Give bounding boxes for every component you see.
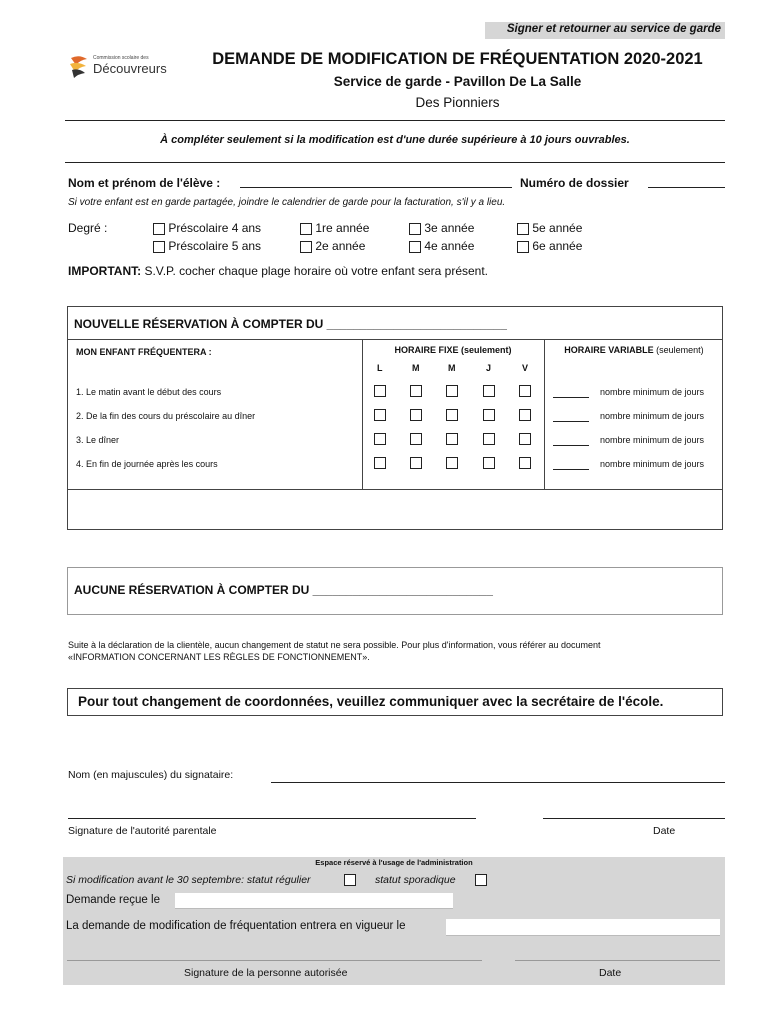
checkbox[interactable] <box>483 433 495 445</box>
admin-date-line[interactable] <box>515 960 720 961</box>
checkbox[interactable] <box>446 433 458 445</box>
sporadic-status-checkbox[interactable] <box>475 874 487 886</box>
admin-date-label: Date <box>599 967 622 979</box>
effective-date-field[interactable] <box>446 919 720 936</box>
column-child: MON ENFANT FRÉQUENTERA : <box>76 347 212 357</box>
checkbox[interactable] <box>483 385 495 397</box>
checkbox[interactable] <box>517 241 529 253</box>
form-title: DEMANDE DE MODIFICATION DE FRÉQUENTATION 2020-2021 <box>212 50 703 68</box>
file-number-field[interactable] <box>648 187 725 188</box>
grade-option-label: 3e année <box>424 221 475 235</box>
grade-option-label: Préscolaire 4 ans <box>168 221 262 235</box>
grade-option-label: Préscolaire 5 ans <box>168 239 262 253</box>
checkbox[interactable] <box>519 409 531 421</box>
checkbox[interactable] <box>153 241 165 253</box>
grade-option-6[interactable] <box>517 239 582 253</box>
divider <box>68 339 722 340</box>
checkbox[interactable] <box>374 385 386 397</box>
checkbox[interactable] <box>410 409 422 421</box>
grade-option-1[interactable] <box>300 221 369 235</box>
checkbox[interactable] <box>409 241 421 253</box>
column-fixed: HORAIRE FIXE (seulement) <box>394 345 512 355</box>
student-name-label: Nom et prénom de l'élève : <box>68 176 221 190</box>
day-label: L <box>377 363 383 373</box>
important-note <box>68 264 488 278</box>
column-variable-bold: HORAIRE VARIABLE <box>564 345 654 355</box>
grade-option-pre5[interactable] <box>153 239 261 253</box>
no-reservation-title: AUCUNE RÉSERVATION À COMPTER DU ___________________________ <box>74 583 493 597</box>
grade-option-2[interactable] <box>300 239 365 253</box>
min-days-field[interactable] <box>553 469 589 470</box>
divider <box>544 339 545 489</box>
new-reservation-table <box>67 306 723 530</box>
min-days-field[interactable] <box>553 445 589 446</box>
admin-signature-label: Signature de la personne autorisée <box>184 967 348 979</box>
grade-option-5[interactable] <box>517 221 582 235</box>
grade-option-label: 6e année <box>532 239 583 253</box>
checkbox[interactable] <box>300 241 312 253</box>
sporadic-status-label: statut sporadique <box>375 874 456 886</box>
grade-option-pre4[interactable] <box>153 221 261 235</box>
checkbox[interactable] <box>519 385 531 397</box>
new-reservation-title: NOUVELLE RÉSERVATION À COMPTER DU ___________________________ <box>74 317 507 331</box>
form-subtitle: Service de garde - Pavillon De La Salle <box>333 74 582 89</box>
checkbox[interactable] <box>483 457 495 469</box>
statement-line-2: «INFORMATION CONCERNANT LES RÈGLES DE FONCTIONNEMENT». <box>68 652 370 662</box>
checkbox[interactable] <box>483 409 495 421</box>
important-label: IMPORTANT: <box>68 264 142 278</box>
school-name: Des Pionniers <box>415 95 500 110</box>
shared-custody-hint: Si votre enfant est en garde partagée, joindre le calendrier de garde pour la facturation, s'il y a lieu. <box>68 197 506 208</box>
received-label: Demande reçue le <box>66 894 160 906</box>
logo-name: Découvreurs <box>93 61 167 76</box>
min-days-field[interactable] <box>553 397 589 398</box>
grade-option-4[interactable] <box>409 239 474 253</box>
grade-option-label: 4e année <box>424 239 475 253</box>
min-days-label: nombre minimum de jours <box>600 411 705 421</box>
checkbox[interactable] <box>374 457 386 469</box>
checkbox[interactable] <box>410 457 422 469</box>
min-days-field[interactable] <box>553 421 589 422</box>
checkbox[interactable] <box>374 433 386 445</box>
schedule-row-label: 4. En fin de journée après les cours <box>76 459 218 469</box>
checkbox[interactable] <box>410 433 422 445</box>
signatory-name-field[interactable] <box>271 782 725 783</box>
regular-status-checkbox[interactable] <box>344 874 356 886</box>
schedule-row-label: 1. Le matin avant le début des cours <box>76 387 222 397</box>
schedule-row-label: 3. Le dîner <box>76 435 120 445</box>
checkbox[interactable] <box>410 385 422 397</box>
checkbox[interactable] <box>409 223 421 235</box>
signatory-name-label: Nom (en majuscules) du signataire: <box>68 769 234 781</box>
checkbox[interactable] <box>153 223 165 235</box>
important-text: S.V.P. cocher chaque plage horaire où votre enfant sera présent. <box>144 264 489 278</box>
schedule-row-label: 2. De la fin des cours du préscolaire au dîner <box>76 411 256 421</box>
notice-text: À compléter seulement si la modification est d'une durée supérieure à 10 jours ouvrables. <box>160 134 630 146</box>
divider <box>65 120 725 121</box>
divider <box>65 162 725 163</box>
statement-line-1: Suite à la déclaration de la clientèle, aucun changement de statut ne sera possible. Pour plus d'information, vous référer au document <box>68 640 601 650</box>
grade-option-label: 5e année <box>532 221 583 235</box>
return-banner: Signer et retourner au service de garde <box>485 22 725 39</box>
effective-label: La demande de modification de fréquentation entrera en vigueur le <box>66 920 406 932</box>
grade-label: Degré : <box>68 221 108 235</box>
checkbox[interactable] <box>517 223 529 235</box>
grade-option-label: 1re année <box>315 221 370 235</box>
parent-signature-label: Signature de l'autorité parentale <box>68 825 217 837</box>
parent-signature-field[interactable] <box>68 818 476 819</box>
admin-signature-line[interactable] <box>67 960 482 961</box>
parent-date-field[interactable] <box>543 818 725 819</box>
day-label: M <box>412 363 420 373</box>
admin-section <box>63 857 725 985</box>
checkbox[interactable] <box>446 409 458 421</box>
student-name-field[interactable] <box>240 187 512 188</box>
min-days-label: nombre minimum de jours <box>600 387 705 397</box>
logo-small-text: Commission scolaire des <box>93 55 149 61</box>
checkbox[interactable] <box>446 457 458 469</box>
school-board-logo <box>68 52 183 82</box>
logo-icon <box>68 54 90 78</box>
grade-option-3[interactable] <box>409 221 474 235</box>
checkbox[interactable] <box>519 457 531 469</box>
regular-status-label: Si modification avant le 30 septembre: statut régulier <box>66 874 311 886</box>
parent-date-label: Date <box>653 825 676 837</box>
checkbox[interactable] <box>519 433 531 445</box>
checkbox[interactable] <box>374 409 386 421</box>
grade-option-label: 2e année <box>315 239 366 253</box>
divider <box>68 489 722 490</box>
min-days-label: nombre minimum de jours <box>600 459 705 469</box>
checkbox[interactable] <box>300 223 312 235</box>
day-label: V <box>522 363 529 373</box>
day-label: M <box>448 363 456 373</box>
contact-notice: Pour tout changement de coordonnées, veuillez communiquer avec la secrétaire de l'école. <box>67 688 723 716</box>
min-days-label: nombre minimum de jours <box>600 435 705 445</box>
divider <box>362 339 363 489</box>
received-date-field[interactable] <box>175 893 453 909</box>
admin-title: Espace réservé à l'usage de l'administration <box>315 858 473 867</box>
no-reservation-box <box>67 567 723 615</box>
column-variable <box>544 345 724 355</box>
checkbox[interactable] <box>446 385 458 397</box>
file-number-label: Numéro de dossier <box>520 176 629 190</box>
day-label: J <box>486 363 492 373</box>
column-variable-rest: (seulement) <box>656 345 704 355</box>
